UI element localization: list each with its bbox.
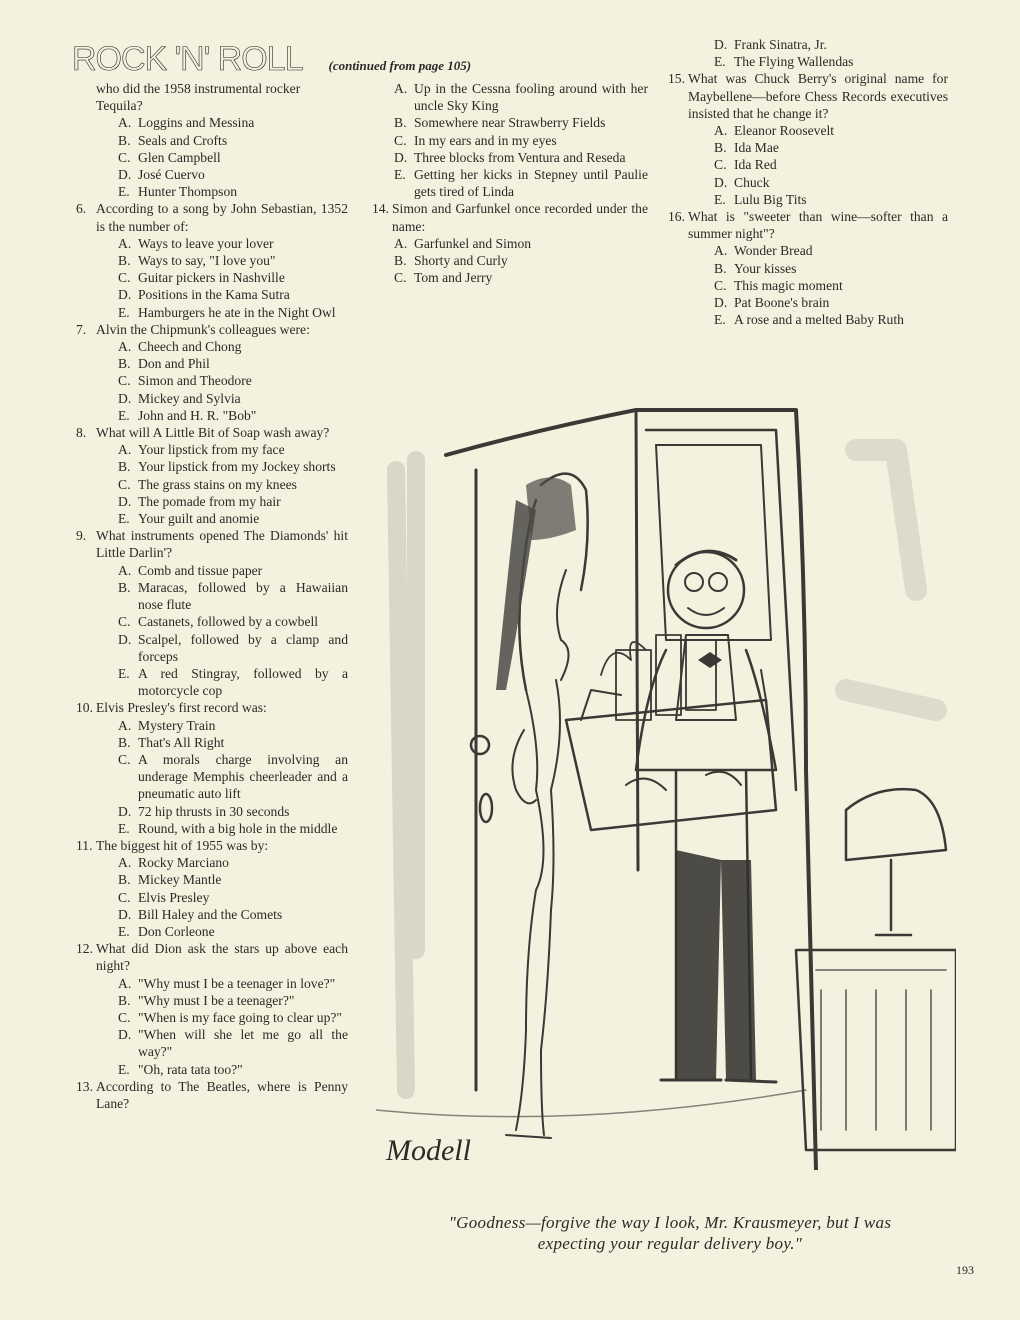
answer-option: E. "Oh, rata tata too?" bbox=[118, 1061, 243, 1077]
question-text: According to a song by John Sebastian, 1352 is the number of: bbox=[96, 201, 348, 234]
option-letter: D. bbox=[118, 906, 132, 922]
answer-option: C. "When is my face going to clear up?" bbox=[118, 1009, 342, 1025]
answer-option: C. This magic moment bbox=[714, 277, 843, 293]
option-letter: B. bbox=[118, 992, 131, 1008]
answer-option: B. Somewhere near Strawberry Fields bbox=[394, 115, 606, 131]
question-text: According to The Beatles, where is Penny Lane? bbox=[96, 1078, 348, 1111]
question-number: 15. bbox=[668, 71, 685, 87]
question-number: 16. bbox=[668, 209, 685, 225]
option-letter: B. bbox=[118, 459, 131, 475]
masthead bbox=[72, 40, 471, 79]
answer-options bbox=[668, 242, 948, 328]
answer-option: A. Cheech and Chong bbox=[118, 339, 242, 355]
quiz-question bbox=[76, 321, 348, 338]
question-list bbox=[76, 200, 348, 1112]
option-letter: B. bbox=[394, 115, 407, 131]
quiz-question bbox=[76, 424, 348, 441]
option-letter: C. bbox=[118, 373, 131, 389]
answer-options bbox=[76, 854, 348, 940]
answer-option: C. In my ears and in my eyes bbox=[394, 132, 557, 148]
answer-option: D. Chuck bbox=[714, 174, 770, 190]
option-letter: A. bbox=[118, 717, 132, 733]
answer-option: D. Frank Sinatra, Jr. bbox=[714, 37, 827, 52]
option-letter: A. bbox=[118, 975, 132, 991]
quiz-question bbox=[76, 837, 348, 854]
section-title: ROCK 'N' ROLL bbox=[72, 40, 303, 78]
option-letter: B. bbox=[118, 253, 131, 269]
question-text: Alvin the Chipmunk's colleagues were: bbox=[96, 321, 310, 337]
question-number: 9. bbox=[76, 528, 87, 544]
option-letter: E. bbox=[714, 312, 726, 328]
option-letter: D. bbox=[394, 149, 408, 165]
option-letter: B. bbox=[118, 734, 131, 750]
option-letter: B. bbox=[118, 872, 131, 888]
lead-options bbox=[668, 36, 948, 70]
option-letter: C. bbox=[118, 614, 131, 630]
answer-option: E. Don Corleone bbox=[118, 923, 215, 939]
continued-note: (continued from page 105) bbox=[328, 58, 472, 73]
question-lead-in: who did the 1958 instrumental rocker Tequila? bbox=[96, 81, 301, 114]
question-text: What was Chuck Berry's original name for Maybellene—before Chess Records executives insisted that he change it? bbox=[688, 71, 948, 121]
answer-option: A. Your lipstick from my face bbox=[118, 442, 285, 458]
question-number: 14. bbox=[372, 201, 389, 217]
option-letter: A. bbox=[118, 855, 132, 871]
answer-options bbox=[372, 235, 648, 287]
cartoon-illustration bbox=[376, 390, 956, 1170]
answer-option: D. "When will she let me go all the way?" bbox=[118, 1027, 348, 1060]
option-letter: E. bbox=[118, 1061, 130, 1077]
question-number: 8. bbox=[76, 425, 87, 441]
lead-options bbox=[76, 114, 348, 200]
question-text: What instruments opened The Diamonds' hit Little Darlin'? bbox=[96, 528, 348, 561]
answer-options bbox=[76, 235, 348, 321]
question-number: 10. bbox=[76, 700, 93, 716]
option-letter: B. bbox=[118, 356, 131, 372]
option-letter: C. bbox=[118, 889, 131, 905]
quiz-question bbox=[76, 200, 348, 234]
cartoon-caption: "Goodness—forgive the way I look, Mr. Krausmeyer, but I was expecting your regular delivery boy." bbox=[448, 1213, 892, 1253]
lead-options bbox=[372, 80, 648, 200]
option-letter: D. bbox=[118, 167, 132, 183]
option-letter: C. bbox=[714, 277, 727, 293]
answer-option: D. Scalpel, followed by a clamp and forceps bbox=[118, 631, 348, 664]
option-letter: D. bbox=[714, 295, 728, 311]
answer-option: B. Maracas, followed by a Hawaiian nose flute bbox=[118, 579, 348, 613]
option-letter: C. bbox=[714, 157, 727, 173]
answer-option: B. Shorty and Curly bbox=[394, 253, 508, 269]
answer-option: B. That's All Right bbox=[118, 734, 225, 750]
answer-option: D. Mickey and Sylvia bbox=[118, 390, 241, 406]
answer-option: B. "Why must I be a teenager?" bbox=[118, 992, 295, 1008]
option-letter: D. bbox=[118, 1027, 132, 1043]
answer-option: E. Your guilt and anomie bbox=[118, 511, 260, 527]
option-letter: D. bbox=[118, 631, 132, 647]
question-text: The biggest hit of 1955 was by: bbox=[96, 837, 269, 853]
question-number: 12. bbox=[76, 941, 93, 957]
option-letter: D. bbox=[714, 174, 728, 190]
quiz-question bbox=[668, 70, 948, 122]
answer-option: D. 72 hip thrusts in 30 seconds bbox=[118, 803, 290, 819]
answer-option: A. Up in the Cessna fooling around with her uncle Sky King bbox=[394, 81, 648, 114]
answer-option: E. Hunter Thompson bbox=[118, 184, 238, 200]
answer-option: E. The Flying Wallendas bbox=[714, 54, 854, 70]
answer-option: B. Don and Phil bbox=[118, 356, 210, 372]
option-letter: E. bbox=[394, 167, 406, 183]
question-number: 11. bbox=[76, 837, 93, 853]
answer-option: E. Getting her kicks in Stepney until Paulie gets tired of Linda bbox=[394, 167, 648, 200]
answer-option: D. The pomade from my hair bbox=[118, 493, 281, 509]
quiz-question bbox=[668, 208, 948, 242]
answer-option: D. Positions in the Kama Sutra bbox=[118, 287, 290, 303]
answer-option: E. A rose and a melted Baby Ruth bbox=[714, 312, 904, 328]
option-letter: E. bbox=[118, 923, 130, 939]
answer-option: B. Seals and Crofts bbox=[118, 132, 228, 148]
answer-option: A. "Why must I be a teenager in love?" bbox=[118, 975, 336, 991]
answer-option: E. Hamburgers he ate in the Night Owl bbox=[118, 304, 336, 320]
column-2 bbox=[372, 80, 648, 286]
option-letter: B. bbox=[714, 260, 727, 276]
answer-options bbox=[76, 338, 348, 424]
answer-option: C. Tom and Jerry bbox=[394, 270, 493, 286]
answer-option: C. Elvis Presley bbox=[118, 889, 210, 905]
option-letter: C. bbox=[118, 149, 131, 165]
answer-option: E. John and H. R. "Bob" bbox=[118, 407, 257, 423]
answer-option: A. Wonder Bread bbox=[714, 243, 813, 259]
answer-option: D. Pat Boone's brain bbox=[714, 295, 830, 311]
answer-option: C. Castanets, followed by a cowbell bbox=[118, 614, 319, 630]
answer-option: A. Ways to leave your lover bbox=[118, 235, 274, 251]
option-letter: D. bbox=[118, 803, 132, 819]
option-letter: A. bbox=[118, 115, 132, 131]
option-letter: B. bbox=[118, 579, 131, 595]
option-letter: B. bbox=[714, 140, 727, 156]
answer-option: D. José Cuervo bbox=[118, 167, 205, 183]
option-letter: E. bbox=[118, 511, 130, 527]
option-letter: A. bbox=[394, 235, 408, 251]
question-number: 7. bbox=[76, 321, 87, 337]
option-letter: A. bbox=[118, 339, 132, 355]
answer-option: D. Bill Haley and the Comets bbox=[118, 906, 283, 922]
option-letter: B. bbox=[394, 253, 407, 269]
answer-option: C. Glen Campbell bbox=[118, 149, 221, 165]
option-letter: E. bbox=[118, 820, 130, 836]
column-3 bbox=[668, 36, 948, 328]
option-letter: C. bbox=[118, 1009, 131, 1025]
option-letter: A. bbox=[118, 235, 132, 251]
option-letter: A. bbox=[118, 442, 132, 458]
answer-option: A. Eleanor Roosevelt bbox=[714, 123, 835, 139]
quiz-question bbox=[76, 940, 348, 974]
artist-signature: Modell bbox=[386, 1134, 471, 1167]
option-letter: C. bbox=[118, 270, 131, 286]
quiz-question bbox=[76, 527, 348, 561]
answer-option: A. Mystery Train bbox=[118, 717, 216, 733]
question-text: Simon and Garfunkel once recorded under the name: bbox=[392, 201, 648, 234]
option-letter: E. bbox=[118, 407, 130, 423]
answer-options bbox=[76, 975, 348, 1078]
answer-options bbox=[668, 122, 948, 208]
option-letter: D. bbox=[714, 37, 728, 52]
quiz-question bbox=[76, 699, 348, 716]
answer-option: D. Three blocks from Ventura and Reseda bbox=[394, 149, 626, 165]
answer-option: E. A red Stingray, followed by a motorcycle cop bbox=[118, 665, 348, 699]
option-letter: A. bbox=[714, 123, 728, 139]
option-letter: D. bbox=[118, 287, 132, 303]
option-letter: E. bbox=[118, 184, 130, 200]
question-list bbox=[668, 70, 948, 328]
answer-option: C. A morals charge involving an underage Memphis cheerleader and a pneumatic auto lift bbox=[118, 751, 348, 802]
option-letter: A. bbox=[714, 243, 728, 259]
question-number: 13. bbox=[76, 1078, 93, 1094]
option-letter: C. bbox=[394, 270, 407, 286]
answer-option: A. Garfunkel and Simon bbox=[394, 235, 532, 251]
option-letter: B. bbox=[118, 132, 131, 148]
option-letter: A. bbox=[394, 81, 408, 96]
answer-options bbox=[76, 562, 348, 700]
column-1 bbox=[76, 80, 348, 1112]
answer-option: E. Lulu Big Tits bbox=[714, 191, 807, 207]
question-list bbox=[372, 200, 648, 286]
option-letter: E. bbox=[118, 665, 130, 681]
question-number: 6. bbox=[76, 201, 87, 217]
answer-option: B. Your kisses bbox=[714, 260, 797, 276]
option-letter: E. bbox=[714, 191, 726, 207]
option-letter: C. bbox=[118, 751, 131, 767]
answer-option: B. Ida Mae bbox=[714, 140, 779, 156]
answer-option: C. Guitar pickers in Nashville bbox=[118, 270, 285, 286]
option-letter: A. bbox=[118, 562, 132, 578]
answer-option: B. Mickey Mantle bbox=[118, 872, 222, 888]
answer-option: A. Rocky Marciano bbox=[118, 855, 229, 871]
answer-option: C. The grass stains on my knees bbox=[118, 476, 297, 492]
option-letter: E. bbox=[118, 304, 130, 320]
answer-option: A. Comb and tissue paper bbox=[118, 562, 263, 578]
answer-options bbox=[76, 441, 348, 527]
answer-option: B. Your lipstick from my Jockey shorts bbox=[118, 459, 336, 475]
question-text: What will A Little Bit of Soap wash away? bbox=[96, 425, 330, 441]
page-number: 193 bbox=[956, 1263, 974, 1277]
option-letter: C. bbox=[394, 132, 407, 148]
option-letter: E. bbox=[714, 54, 726, 70]
option-letter: C. bbox=[118, 476, 131, 492]
answer-options bbox=[76, 717, 348, 837]
question-text: Elvis Presley's first record was: bbox=[96, 700, 267, 716]
answer-option: C. Ida Red bbox=[714, 157, 777, 173]
question-text: What did Dion ask the stars up above each night? bbox=[96, 941, 348, 974]
answer-option: A. Loggins and Messina bbox=[118, 115, 255, 131]
option-letter: D. bbox=[118, 493, 132, 509]
option-letter: D. bbox=[118, 390, 132, 406]
answer-option: C. Simon and Theodore bbox=[118, 373, 252, 389]
question-text: What is "sweeter than wine—softer than a summer night"? bbox=[688, 209, 948, 242]
quiz-question bbox=[76, 1078, 348, 1112]
answer-option: E. Round, with a big hole in the middle bbox=[118, 820, 338, 836]
answer-option: B. Ways to say, "I love you" bbox=[118, 253, 276, 269]
quiz-question bbox=[372, 200, 648, 234]
